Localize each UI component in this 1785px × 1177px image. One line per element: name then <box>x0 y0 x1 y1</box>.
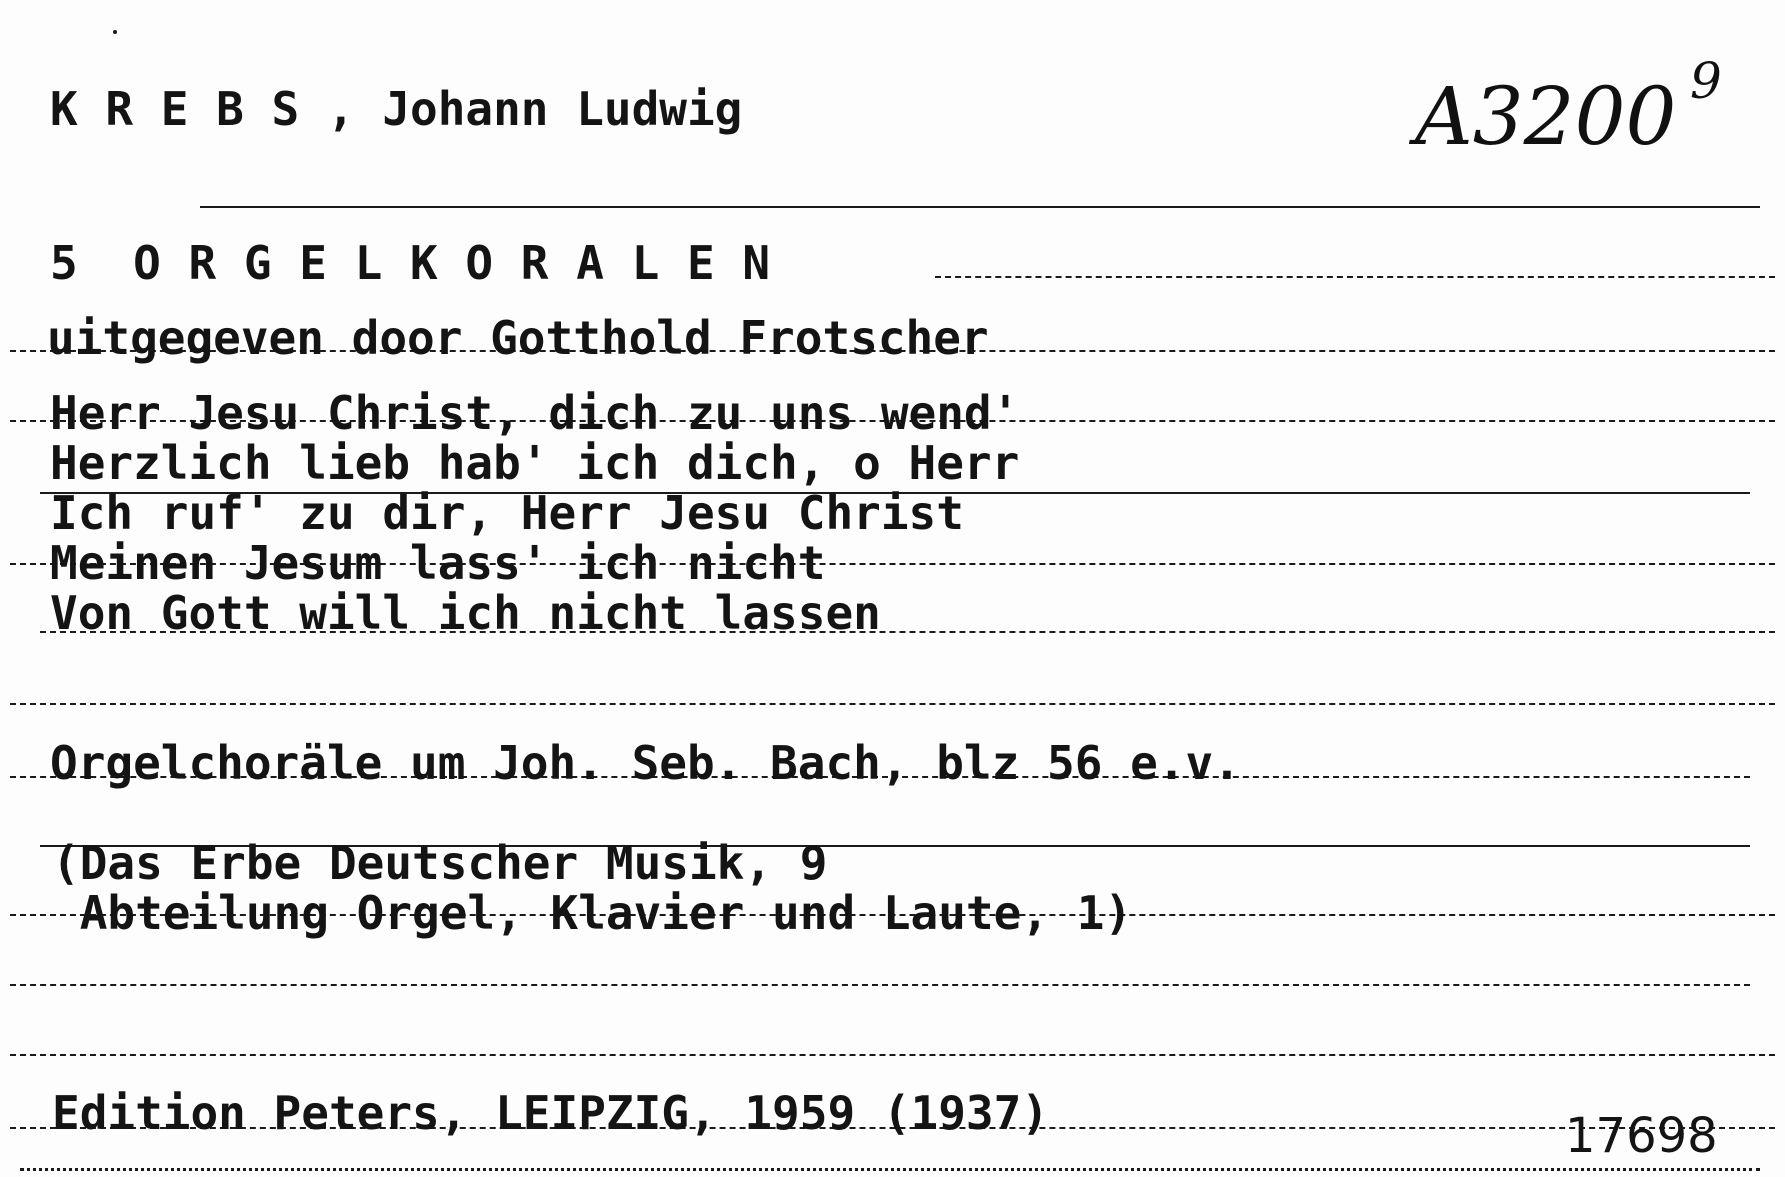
imprint-line: Edition Peters, LEIPZIG, 1959 (1937) <box>52 1086 1049 1140</box>
card-rule <box>200 206 1760 208</box>
chorale-list <box>50 386 1020 640</box>
editor-line: uitgegeven door Gotthold Frotscher <box>47 311 989 365</box>
card-rule <box>10 703 1775 705</box>
card-rule <box>10 1054 1775 1056</box>
call-number: A3200 <box>1415 70 1677 163</box>
series-statement <box>52 838 1132 938</box>
card-rule <box>20 1168 1760 1171</box>
accession-number: 17698 <box>1565 1108 1718 1164</box>
chorale-title: Von Gott will ich nicht lassen <box>50 586 881 640</box>
ink-speck <box>113 30 117 34</box>
call-number-superscript: 9 <box>1690 52 1722 110</box>
chorale-title: Herr Jesu Christ, dich zu uns wend' <box>50 386 1020 440</box>
work-title: 5 O R G E L K O R A L E N <box>50 236 771 290</box>
chorale-title: Meinen Jesum lass' ich nicht <box>50 536 826 590</box>
source-line: Orgelchoräle um Joh. Seb. Bach, blz 56 e.v. <box>50 736 1241 790</box>
series-line: Abteilung Orgel, Klavier und Laute, 1) <box>52 886 1133 940</box>
card-rule <box>935 276 1775 278</box>
series-line: (Das Erbe Deutscher Musik, 9 <box>52 836 828 890</box>
card-rule <box>10 984 1750 986</box>
chorale-title: Herzlich lieb hab' ich dich, o Herr <box>50 436 1020 490</box>
chorale-title: Ich ruf' zu dir, Herr Jesu Christ <box>50 486 964 540</box>
author-heading: K R E B S , Johann Ludwig <box>50 82 743 136</box>
